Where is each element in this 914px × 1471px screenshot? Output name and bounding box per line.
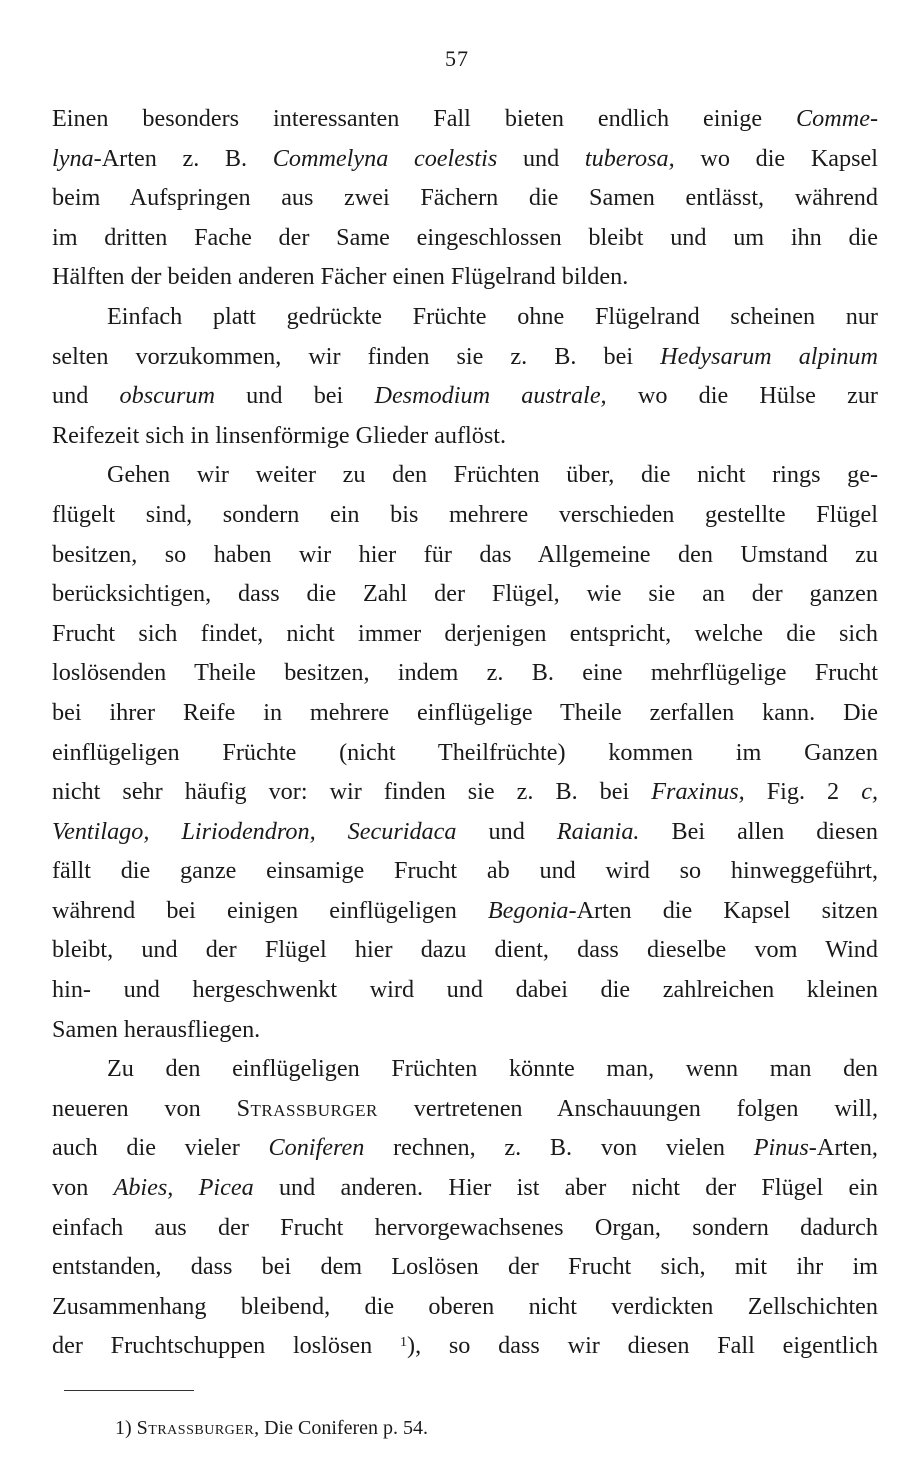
text-line	[52, 99, 878, 139]
text-line	[52, 851, 878, 891]
text-line	[52, 693, 878, 733]
footnote	[115, 1414, 428, 1442]
text-line	[52, 376, 878, 416]
text-run: und bei	[214, 382, 375, 410]
text-line	[52, 1010, 878, 1050]
text-run: auch die vieler	[52, 1134, 269, 1162]
text-line	[52, 257, 878, 297]
italic-term: Abies, Picea	[113, 1174, 254, 1202]
italic-term: Fraxinus,	[651, 778, 745, 806]
text-run: neueren von	[52, 1094, 237, 1122]
paragraph	[52, 1049, 878, 1366]
text-line	[52, 337, 878, 377]
text-run: und	[52, 382, 120, 410]
text-run: vertretenen Anschauungen folgen will,	[377, 1094, 878, 1122]
text-line	[52, 495, 878, 535]
text-run: Fig. 2	[744, 778, 862, 806]
text-line	[52, 1326, 878, 1366]
text-run: berücksichtigen, dass die Zahl der Flügel, wie sie an der ganzen	[52, 580, 878, 608]
text-run: hin- und hergeschwenkt wird und dabei die zahlreichen kleinen	[52, 976, 878, 1004]
text-run: einfach aus der Frucht hervorgewachsenes Organ, sondern dadurch	[52, 1213, 878, 1241]
text-run: Einen besonders interessanten Fall bieten endlich einige	[52, 105, 797, 132]
text-run: entstanden, dass bei dem Loslösen der Frucht sich, mit ihr im	[52, 1253, 878, 1281]
text-line	[52, 1049, 878, 1089]
text-run: und anderen. Hier ist aber nicht der Flügel ein	[253, 1174, 879, 1202]
text-line	[52, 614, 878, 654]
italic-term: c,	[861, 778, 878, 806]
text-line	[52, 416, 878, 456]
italic-term: Commelyna coelestis	[272, 144, 498, 172]
footnote-reference: 1	[400, 1335, 408, 1351]
text-line	[52, 1128, 878, 1168]
text-run: Hälften der beiden anderen Fächer einen Flügelrand bilden.	[52, 263, 629, 291]
paragraph	[52, 297, 878, 455]
footnote-text: , Die Coniferen p. 54.	[254, 1417, 429, 1439]
text-run: -Arten,	[808, 1134, 878, 1162]
paragraph	[52, 455, 878, 1049]
text-line	[52, 930, 878, 970]
text-line	[52, 218, 878, 258]
text-run: Bei allen diesen	[639, 817, 878, 845]
text-run: Zu den einflügeligen Früchten könnte man, wenn man den	[107, 1055, 878, 1083]
text-run: bleibt, und der Flügel hier dazu dient, dass dieselbe vom Wind	[52, 936, 878, 964]
italic-term: lyna	[52, 144, 94, 172]
italic-term: Hedysarum alpinum	[660, 342, 878, 370]
text-line	[52, 1287, 878, 1327]
text-run: und	[497, 144, 585, 172]
italic-term: Coniferen	[268, 1134, 365, 1162]
text-run: flügelt sind, sondern ein bis mehrere verschieden gestellte Flügel	[52, 500, 878, 528]
body-text	[52, 99, 878, 1366]
text-run: der Fruchtschuppen loslösen	[52, 1332, 401, 1360]
footnote-marker: 1)	[115, 1417, 132, 1439]
italic-term: Pinus	[753, 1134, 809, 1162]
text-line	[52, 455, 878, 495]
text-run: nicht sehr häufig vor: wir finden sie z. B. bei	[52, 778, 652, 806]
text-run: Reifezeit sich in linsenförmige Glieder auflöst.	[52, 421, 507, 449]
text-line	[52, 178, 878, 218]
text-run: wo die Kapsel	[674, 144, 878, 172]
text-run: -Arten z. B.	[93, 144, 273, 172]
text-run: von	[52, 1174, 114, 1202]
text-line	[52, 1168, 878, 1208]
text-run: Gehen wir weiter zu den Früchten über, die nicht rings ge-	[107, 461, 878, 489]
text-line	[52, 535, 878, 575]
italic-term: Raiania.	[556, 817, 640, 845]
text-run: fällt die ganze einsamige Frucht ab und wird so hinweggeführt,	[52, 857, 878, 885]
author-name: Strassburger	[236, 1094, 378, 1122]
text-line	[52, 970, 878, 1010]
text-line	[52, 1208, 878, 1248]
text-run: bei ihrer Reife in mehrere einflügelige Theile zerfallen kann. Die	[52, 698, 878, 726]
text-run: im dritten Fache der Same eingeschlossen bleibt und um ihn die	[52, 223, 878, 251]
italic-term: tuberosa,	[584, 144, 675, 172]
text-line	[52, 1247, 878, 1287]
italic-term: Ventilago, Liriodendron, Securidaca	[52, 817, 457, 845]
text-run: Einfach platt gedrückte Früchte ohne Flügelrand scheinen nur	[107, 302, 878, 330]
paragraph	[52, 99, 878, 297]
text-run: rechnen, z. B. von vielen	[364, 1134, 754, 1162]
text-line	[52, 653, 878, 693]
text-run: loslösenden Theile besitzen, indem z. B. eine mehrflügelige Frucht	[52, 659, 878, 687]
italic-term: Desmodium australe,	[374, 382, 607, 410]
text-run: selten vorzukommen, wir finden sie z. B. bei	[52, 342, 661, 370]
footnote-rule	[64, 1390, 194, 1391]
text-run: Frucht sich findet, nicht immer derjenigen entspricht, welche die sich	[52, 619, 878, 647]
text-run: während bei einigen einflügeligen	[52, 896, 488, 924]
italic-term: Begonia	[487, 896, 569, 924]
text-line	[52, 891, 878, 931]
text-run: Zusammenhang bleibend, die oberen nicht verdickten Zellschichten	[52, 1292, 878, 1320]
text-line	[52, 772, 878, 812]
text-run: Samen herausfliegen.	[52, 1015, 261, 1043]
page-number: 57	[445, 46, 469, 71]
text-run: ), so dass wir diesen Fall eigentlich	[407, 1332, 878, 1360]
text-run: besitzen, so haben wir hier für das Allgemeine den Umstand zu	[52, 540, 878, 568]
text-run: beim Aufspringen aus zwei Fächern die Samen entlässt, während	[52, 184, 878, 212]
italic-term: obscurum	[119, 382, 215, 410]
text-run: wo die Hülse zur	[606, 382, 878, 410]
text-run: einflügeligen Früchte (nicht Theilfrüchte) kommen im Ganzen	[52, 738, 878, 766]
text-run: und	[456, 817, 557, 845]
text-line	[52, 297, 878, 337]
text-run: -Arten die Kapsel sitzen	[568, 896, 878, 924]
text-line	[52, 733, 878, 773]
text-line	[52, 812, 878, 852]
text-line	[52, 139, 878, 179]
text-line	[52, 574, 878, 614]
text-line	[52, 1089, 878, 1129]
footnote-author: Strassburger	[136, 1417, 255, 1439]
italic-term: Comme-	[796, 105, 878, 132]
